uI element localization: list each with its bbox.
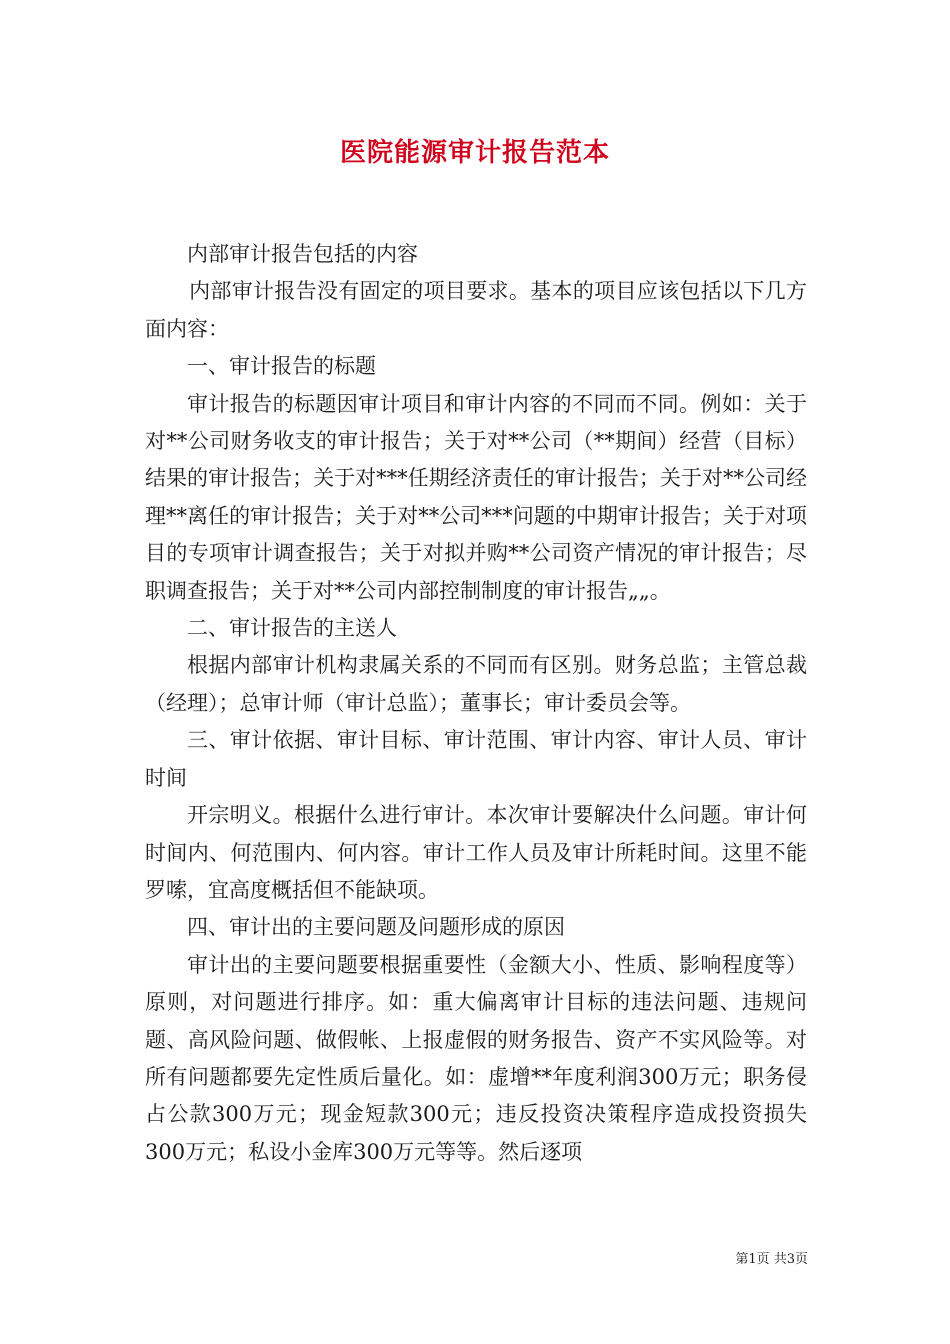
- paragraph: 开宗明义。根据什么进行审计。本次审计要解决什么问题。审计何时间内、何范围内、何内容。审计工作人员及审计所耗时间。这里不能罗嗦，宜高度概括但不能缺项。: [145, 803, 807, 902]
- document-body: [145, 236, 807, 1171]
- paragraph: 内部审计报告没有固定的项目要求。基本的项目应该包括以下几方面内容：: [145, 279, 807, 341]
- document-title: 医院能源审计报告范本: [339, 138, 610, 168]
- section-heading: 四、审计出的主要问题及问题形成的原因: [187, 915, 565, 940]
- section-heading: 三、审计依据、审计目标、审计范围、审计内容、审计人员、审计时间: [145, 728, 807, 790]
- paragraph: 审计出的主要问题要根据重要性（金额大小、性质、影响程度等）原则，对问题进行排序。如：重大偏离审计目标的违法问题、违规问题、高风险问题、做假帐、上报虚假的财务报告、资产不实风险等。对所有问题都要先定性质后量化。如：虚增**年度利润300万元；职务侵占公款300万元；现金短款300元；违反投资决策程序造成投资损失300万元；私设小金库300万元等等。然后逐项: [145, 952, 807, 1164]
- paragraph: 审计报告的标题因审计项目和审计内容的不同而不同。例如：关于对**公司财务收支的审计报告；关于对**公司（**期间）经营（目标）结果的审计报告；关于对***任期经济责任的审计报告；关于对**公司经理**离任的审计报告；关于对**公司***问题的中期审计报告；关于对项目的专项审计调查报告；关于对拟并购**公司资产情况的审计报告；尽职调查报告；关于对**公司内部控制制度的审计报告„„。: [145, 391, 807, 603]
- section-heading: 二、审计报告的主送人: [187, 616, 397, 641]
- section-heading: 内部审计报告包括的内容: [187, 242, 418, 266]
- section-heading: 一、审计报告的标题: [187, 354, 376, 379]
- paragraph: 根据内部审计机构隶属关系的不同而有区别。财务总监；主管总裁（经理）；总审计师（审计总监）；董事长；审计委员会等。: [145, 653, 807, 715]
- page-number: 第1页 共3页: [735, 1252, 808, 1267]
